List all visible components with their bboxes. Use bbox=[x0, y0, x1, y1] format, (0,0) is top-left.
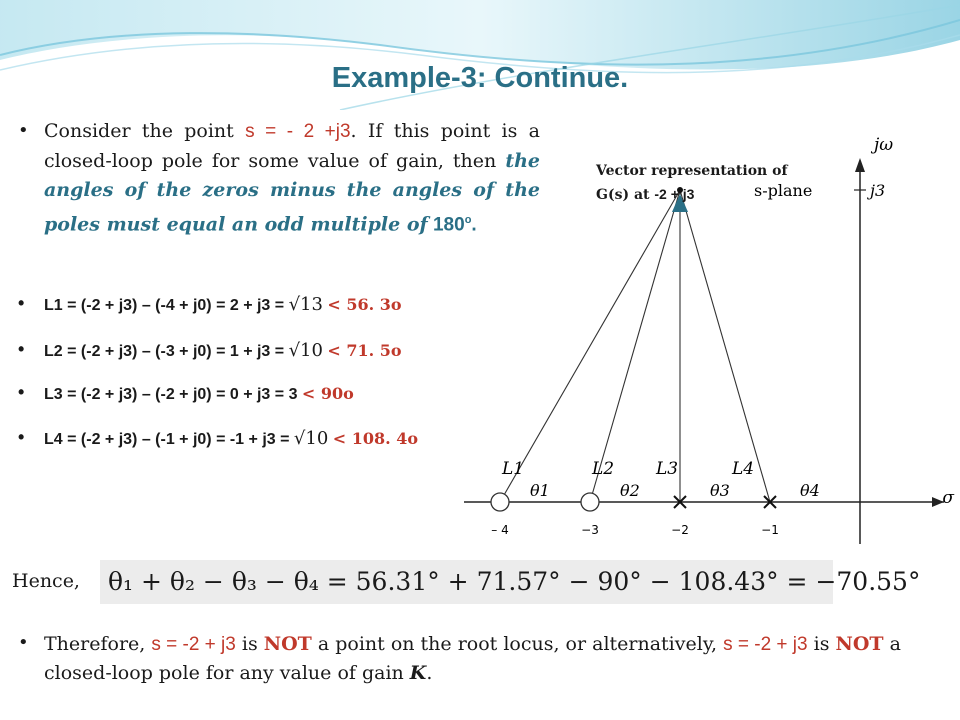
jw-label: jω bbox=[874, 135, 894, 155]
vector-l4 bbox=[680, 190, 770, 502]
slide-title: Example-3: Continue. bbox=[331, 62, 629, 94]
caption-line2a: G(s) at bbox=[596, 187, 655, 203]
intro-text-b: . If this point is a closed-loop pole for some value of gain, then bbox=[44, 120, 540, 172]
caption-line2b: -2 + j3 bbox=[654, 186, 695, 202]
eq-l2-root: √10 bbox=[288, 340, 323, 361]
vector-label-1: L1 bbox=[502, 459, 525, 479]
eq-l4-root: √10 bbox=[293, 428, 329, 449]
eq-l1-text: L1 = (-2 + j3) – (-4 + j0) = 2 + j3 = bbox=[44, 297, 289, 314]
s-plane-label: s-plane bbox=[754, 181, 813, 200]
vector-label-3: L3 bbox=[656, 459, 679, 479]
equation-l3 bbox=[44, 383, 354, 404]
angle-label-1: θ1 bbox=[530, 481, 550, 500]
conclusion-not2: NOT bbox=[835, 633, 884, 655]
hence-label: Hence, bbox=[12, 570, 80, 592]
conclusion-a: Therefore, bbox=[44, 633, 152, 655]
j3-label: j3 bbox=[870, 181, 886, 200]
angle-label-4: θ4 bbox=[800, 481, 820, 500]
equation-l4 bbox=[44, 428, 418, 449]
eq-l4-angle: < 108. 4o bbox=[332, 429, 419, 448]
conclusion-bullet bbox=[44, 630, 944, 687]
tick-label-4: −1 bbox=[761, 523, 779, 537]
conclusion-e: a closed-loop pole for any value of gain bbox=[44, 633, 901, 684]
imag-axis-arrow-icon bbox=[855, 158, 865, 172]
caption-line2 bbox=[596, 183, 787, 207]
eq-l3-text: L3 = (-2 + j3) – (-2 + j0) = 0 + j3 = 3 bbox=[44, 386, 302, 403]
vector-label-2: L2 bbox=[592, 459, 615, 479]
eq-l1-root: √13 bbox=[288, 294, 323, 315]
eq-l1-angle: < 56. 3o bbox=[327, 295, 402, 314]
angle-label-3: θ3 bbox=[710, 481, 730, 500]
equation-l1 bbox=[44, 294, 402, 315]
conclusion-point1: s = -2 + j3 bbox=[151, 634, 236, 655]
caption-line1: Vector representation of bbox=[596, 163, 788, 179]
conclusion-k: K bbox=[409, 662, 427, 684]
eq-l2-angle: < 71. 5o bbox=[327, 341, 402, 360]
tick-label-1: – 4 bbox=[491, 523, 509, 537]
figure-caption bbox=[596, 160, 787, 207]
eq-l3-angle: < 90o bbox=[301, 384, 354, 403]
intro-text-a: Consider the point bbox=[44, 120, 246, 142]
intro-180: 180 bbox=[427, 213, 465, 235]
zero-marker-2 bbox=[581, 493, 599, 511]
intro-degree: o bbox=[464, 213, 472, 226]
eq-l4-text: L4 = (-2 + j3) – (-1 + j0) = -1 + j3 = bbox=[44, 431, 294, 448]
tick-label-2: −3 bbox=[581, 523, 599, 537]
conclusion-d: is bbox=[807, 633, 836, 655]
intro-point: s = - 2 +j3 bbox=[245, 121, 351, 142]
tick-label-3: −2 bbox=[671, 523, 689, 537]
conclusion-c: a point on the root locus, or alternatively, bbox=[311, 633, 724, 655]
conclusion-not1: NOT bbox=[263, 633, 312, 655]
angle-label-2: θ2 bbox=[620, 481, 640, 500]
conclusion-f: . bbox=[426, 662, 433, 684]
conclusion-point2: s = -2 + j3 bbox=[723, 634, 808, 655]
vector-l2 bbox=[590, 190, 680, 502]
vector-label-4: L4 bbox=[732, 459, 755, 479]
equation-l2 bbox=[44, 340, 402, 361]
angle-sum-equation: θ₁ + θ₂ − θ₃ − θ₄ = 56.31° + 71.57° − 90° − 108.43° = −70.55° bbox=[100, 560, 833, 604]
intro-period: . bbox=[471, 213, 477, 235]
conclusion-b: is bbox=[235, 633, 264, 655]
zero-marker-1 bbox=[491, 493, 509, 511]
intro-emphasis: the angles of the zeros minus the angles of the poles must equal an odd multiple of bbox=[44, 149, 540, 235]
sigma-label: σ bbox=[942, 488, 954, 508]
vector-l1 bbox=[500, 190, 680, 502]
eq-l2-text: L2 = (-2 + j3) – (-3 + j0) = 1 + j3 = bbox=[44, 343, 289, 360]
